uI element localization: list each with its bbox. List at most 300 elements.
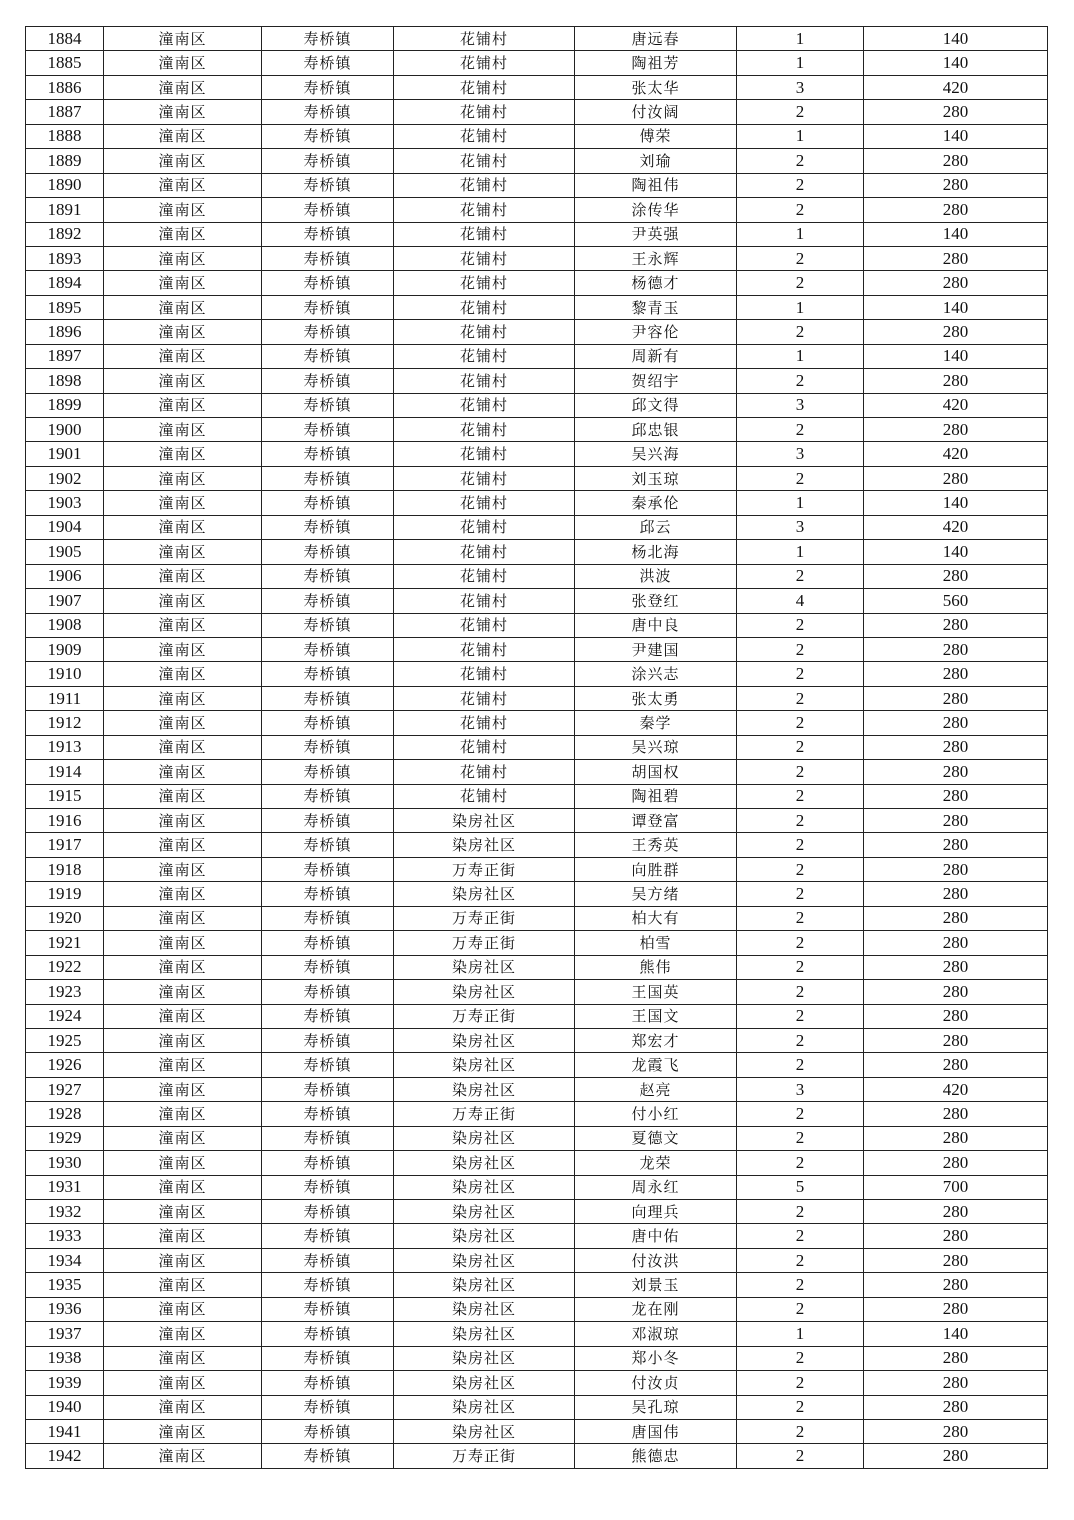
district-cell: 潼南区 [104,711,262,735]
town-cell: 寿桥镇 [262,613,394,637]
table-row [26,784,1048,808]
district-cell: 潼南区 [104,51,262,75]
village-cell: 染房社区 [394,1077,575,1101]
name-cell: 吴孔琼 [575,1395,737,1419]
village-cell: 花铺村 [394,369,575,393]
name-cell: 向理兵 [575,1200,737,1224]
row-number-cell: 1932 [26,1200,104,1224]
household-count-cell: 2 [737,809,864,833]
name-cell: 尹英强 [575,222,737,246]
town-cell: 寿桥镇 [262,882,394,906]
table-row [26,173,1048,197]
amount-cell: 280 [864,662,1048,686]
household-count-cell: 2 [737,246,864,270]
village-cell: 花铺村 [394,100,575,124]
village-cell: 花铺村 [394,760,575,784]
district-cell: 潼南区 [104,857,262,881]
town-cell: 寿桥镇 [262,418,394,442]
amount-cell: 140 [864,1322,1048,1346]
district-cell: 潼南区 [104,198,262,222]
household-count-cell: 1 [737,344,864,368]
name-cell: 王永辉 [575,246,737,270]
row-number-cell: 1900 [26,418,104,442]
name-cell: 周永红 [575,1175,737,1199]
household-count-cell: 2 [737,637,864,661]
data-table [25,26,1048,1469]
row-number-cell: 1931 [26,1175,104,1199]
name-cell: 郑小冬 [575,1346,737,1370]
village-cell: 花铺村 [394,564,575,588]
district-cell: 潼南区 [104,173,262,197]
village-cell: 万寿正街 [394,1102,575,1126]
household-count-cell: 2 [737,320,864,344]
table-row [26,589,1048,613]
table-row [26,1419,1048,1443]
table-row [26,540,1048,564]
amount-cell: 280 [864,637,1048,661]
village-cell: 染房社区 [394,1395,575,1419]
district-cell: 潼南区 [104,491,262,515]
village-cell: 花铺村 [394,124,575,148]
row-number-cell: 1919 [26,882,104,906]
name-cell: 涂传华 [575,198,737,222]
village-cell: 染房社区 [394,1126,575,1150]
district-cell: 潼南区 [104,809,262,833]
row-number-cell: 1927 [26,1077,104,1101]
town-cell: 寿桥镇 [262,295,394,319]
district-cell: 潼南区 [104,466,262,490]
town-cell: 寿桥镇 [262,173,394,197]
table-row [26,442,1048,466]
row-number-cell: 1939 [26,1371,104,1395]
district-cell: 潼南区 [104,1126,262,1150]
name-cell: 邱文得 [575,393,737,417]
household-count-cell: 1 [737,222,864,246]
household-count-cell: 2 [737,735,864,759]
name-cell: 张太勇 [575,686,737,710]
town-cell: 寿桥镇 [262,906,394,930]
town-cell: 寿桥镇 [262,857,394,881]
name-cell: 龙在刚 [575,1297,737,1321]
town-cell: 寿桥镇 [262,124,394,148]
district-cell: 潼南区 [104,735,262,759]
household-count-cell: 1 [737,51,864,75]
village-cell: 花铺村 [394,295,575,319]
household-count-cell: 2 [737,149,864,173]
name-cell: 涂兴志 [575,662,737,686]
row-number-cell: 1923 [26,980,104,1004]
amount-cell: 280 [864,955,1048,979]
district-cell: 潼南区 [104,1224,262,1248]
town-cell: 寿桥镇 [262,1028,394,1052]
amount-cell: 280 [864,198,1048,222]
district-cell: 潼南区 [104,637,262,661]
household-count-cell: 2 [737,1444,864,1468]
table-row [26,637,1048,661]
town-cell: 寿桥镇 [262,711,394,735]
district-cell: 潼南区 [104,344,262,368]
town-cell: 寿桥镇 [262,1175,394,1199]
household-count-cell: 2 [737,882,864,906]
village-cell: 花铺村 [394,589,575,613]
town-cell: 寿桥镇 [262,1224,394,1248]
village-cell: 花铺村 [394,149,575,173]
table-row [26,149,1048,173]
name-cell: 唐远春 [575,27,737,51]
household-count-cell: 2 [737,613,864,637]
household-count-cell: 2 [737,980,864,1004]
village-cell: 染房社区 [394,1028,575,1052]
village-cell: 花铺村 [394,784,575,808]
district-cell: 潼南区 [104,124,262,148]
town-cell: 寿桥镇 [262,1151,394,1175]
name-cell: 王秀英 [575,833,737,857]
district-cell: 潼南区 [104,1322,262,1346]
name-cell: 谭登富 [575,809,737,833]
table-row [26,1126,1048,1150]
amount-cell: 280 [864,100,1048,124]
village-cell: 染房社区 [394,980,575,1004]
district-cell: 潼南区 [104,1077,262,1101]
town-cell: 寿桥镇 [262,686,394,710]
household-count-cell: 2 [737,1200,864,1224]
village-cell: 染房社区 [394,1151,575,1175]
amount-cell: 280 [864,320,1048,344]
district-cell: 潼南区 [104,760,262,784]
town-cell: 寿桥镇 [262,491,394,515]
name-cell: 吴兴海 [575,442,737,466]
household-count-cell: 2 [737,1419,864,1443]
village-cell: 花铺村 [394,540,575,564]
name-cell: 尹建国 [575,637,737,661]
household-count-cell: 2 [737,1248,864,1272]
row-number-cell: 1907 [26,589,104,613]
village-cell: 染房社区 [394,955,575,979]
district-cell: 潼南区 [104,418,262,442]
household-count-cell: 2 [737,100,864,124]
table-row [26,295,1048,319]
amount-cell: 280 [864,735,1048,759]
village-cell: 染房社区 [394,1175,575,1199]
amount-cell: 280 [864,906,1048,930]
village-cell: 花铺村 [394,320,575,344]
household-count-cell: 2 [737,857,864,881]
town-cell: 寿桥镇 [262,442,394,466]
household-count-cell: 2 [737,1395,864,1419]
district-cell: 潼南区 [104,1297,262,1321]
table-row [26,393,1048,417]
name-cell: 邓淑琼 [575,1322,737,1346]
row-number-cell: 1890 [26,173,104,197]
household-count-cell: 2 [737,931,864,955]
household-count-cell: 2 [737,711,864,735]
household-count-cell: 2 [737,1102,864,1126]
town-cell: 寿桥镇 [262,1297,394,1321]
district-cell: 潼南区 [104,442,262,466]
table-row [26,613,1048,637]
district-cell: 潼南区 [104,613,262,637]
village-cell: 花铺村 [394,222,575,246]
household-count-cell: 2 [737,1053,864,1077]
row-number-cell: 1922 [26,955,104,979]
row-number-cell: 1929 [26,1126,104,1150]
town-cell: 寿桥镇 [262,466,394,490]
household-count-cell: 2 [737,833,864,857]
amount-cell: 420 [864,515,1048,539]
household-count-cell: 2 [737,662,864,686]
district-cell: 潼南区 [104,1175,262,1199]
town-cell: 寿桥镇 [262,589,394,613]
name-cell: 杨德才 [575,271,737,295]
table-row [26,344,1048,368]
town-cell: 寿桥镇 [262,1395,394,1419]
town-cell: 寿桥镇 [262,369,394,393]
row-number-cell: 1930 [26,1151,104,1175]
household-count-cell: 1 [737,295,864,319]
town-cell: 寿桥镇 [262,760,394,784]
name-cell: 付小红 [575,1102,737,1126]
table-row [26,222,1048,246]
district-cell: 潼南区 [104,784,262,808]
amount-cell: 280 [864,784,1048,808]
name-cell: 付汝贞 [575,1371,737,1395]
town-cell: 寿桥镇 [262,1346,394,1370]
amount-cell: 280 [864,1151,1048,1175]
name-cell: 夏德文 [575,1126,737,1150]
household-count-cell: 2 [737,906,864,930]
amount-cell: 280 [864,931,1048,955]
name-cell: 王国文 [575,1004,737,1028]
village-cell: 花铺村 [394,662,575,686]
household-count-cell: 2 [737,173,864,197]
row-number-cell: 1915 [26,784,104,808]
table-row [26,100,1048,124]
district-cell: 潼南区 [104,662,262,686]
district-cell: 潼南区 [104,1028,262,1052]
table-row [26,711,1048,735]
district-cell: 潼南区 [104,295,262,319]
household-count-cell: 2 [737,1297,864,1321]
name-cell: 刘景玉 [575,1273,737,1297]
row-number-cell: 1893 [26,246,104,270]
village-cell: 花铺村 [394,637,575,661]
table-row [26,760,1048,784]
row-number-cell: 1925 [26,1028,104,1052]
amount-cell: 280 [864,418,1048,442]
row-number-cell: 1908 [26,613,104,637]
amount-cell: 140 [864,222,1048,246]
town-cell: 寿桥镇 [262,735,394,759]
household-count-cell: 4 [737,589,864,613]
amount-cell: 280 [864,1419,1048,1443]
row-number-cell: 1903 [26,491,104,515]
town-cell: 寿桥镇 [262,515,394,539]
town-cell: 寿桥镇 [262,1102,394,1126]
village-cell: 染房社区 [394,882,575,906]
row-number-cell: 1926 [26,1053,104,1077]
name-cell: 黎青玉 [575,295,737,319]
village-cell: 万寿正街 [394,857,575,881]
amount-cell: 280 [864,686,1048,710]
town-cell: 寿桥镇 [262,540,394,564]
table-row [26,735,1048,759]
row-number-cell: 1941 [26,1419,104,1443]
table-row [26,906,1048,930]
row-number-cell: 1914 [26,760,104,784]
amount-cell: 140 [864,491,1048,515]
amount-cell: 280 [864,980,1048,1004]
household-count-cell: 2 [737,955,864,979]
village-cell: 花铺村 [394,27,575,51]
table-row [26,809,1048,833]
village-cell: 染房社区 [394,1297,575,1321]
district-cell: 潼南区 [104,1102,262,1126]
name-cell: 周新有 [575,344,737,368]
row-number-cell: 1902 [26,466,104,490]
table-row [26,1395,1048,1419]
row-number-cell: 1935 [26,1273,104,1297]
town-cell: 寿桥镇 [262,1371,394,1395]
amount-cell: 280 [864,1395,1048,1419]
row-number-cell: 1904 [26,515,104,539]
town-cell: 寿桥镇 [262,1077,394,1101]
household-count-cell: 2 [737,271,864,295]
village-cell: 花铺村 [394,686,575,710]
name-cell: 唐中良 [575,613,737,637]
village-cell: 花铺村 [394,393,575,417]
village-cell: 染房社区 [394,1346,575,1370]
name-cell: 吴兴琼 [575,735,737,759]
amount-cell: 280 [864,1444,1048,1468]
name-cell: 吴方绪 [575,882,737,906]
town-cell: 寿桥镇 [262,833,394,857]
table-row [26,466,1048,490]
household-count-cell: 2 [737,760,864,784]
table-row [26,198,1048,222]
household-count-cell: 2 [737,1126,864,1150]
row-number-cell: 1899 [26,393,104,417]
row-number-cell: 1884 [26,27,104,51]
amount-cell: 280 [864,613,1048,637]
household-count-cell: 3 [737,442,864,466]
town-cell: 寿桥镇 [262,784,394,808]
district-cell: 潼南区 [104,222,262,246]
town-cell: 寿桥镇 [262,637,394,661]
district-cell: 潼南区 [104,540,262,564]
row-number-cell: 1916 [26,809,104,833]
town-cell: 寿桥镇 [262,1126,394,1150]
amount-cell: 140 [864,295,1048,319]
household-count-cell: 2 [737,418,864,442]
table-row [26,418,1048,442]
table-row [26,931,1048,955]
district-cell: 潼南区 [104,369,262,393]
row-number-cell: 1905 [26,540,104,564]
district-cell: 潼南区 [104,833,262,857]
amount-cell: 280 [864,809,1048,833]
row-number-cell: 1885 [26,51,104,75]
household-count-cell: 2 [737,198,864,222]
amount-cell: 140 [864,344,1048,368]
row-number-cell: 1918 [26,857,104,881]
household-count-cell: 2 [737,784,864,808]
row-number-cell: 1934 [26,1248,104,1272]
district-cell: 潼南区 [104,1395,262,1419]
name-cell: 向胜群 [575,857,737,881]
village-cell: 染房社区 [394,1322,575,1346]
district-cell: 潼南区 [104,1200,262,1224]
household-count-cell: 2 [737,686,864,710]
district-cell: 潼南区 [104,27,262,51]
town-cell: 寿桥镇 [262,100,394,124]
amount-cell: 280 [864,1126,1048,1150]
household-count-cell: 1 [737,124,864,148]
town-cell: 寿桥镇 [262,344,394,368]
row-number-cell: 1909 [26,637,104,661]
household-count-cell: 3 [737,393,864,417]
row-number-cell: 1894 [26,271,104,295]
amount-cell: 140 [864,51,1048,75]
household-count-cell: 2 [737,1371,864,1395]
name-cell: 龙霞飞 [575,1053,737,1077]
name-cell: 赵亮 [575,1077,737,1101]
town-cell: 寿桥镇 [262,1273,394,1297]
row-number-cell: 1901 [26,442,104,466]
table-row [26,857,1048,881]
village-cell: 染房社区 [394,1224,575,1248]
name-cell: 胡国权 [575,760,737,784]
town-cell: 寿桥镇 [262,1200,394,1224]
district-cell: 潼南区 [104,271,262,295]
town-cell: 寿桥镇 [262,809,394,833]
table-row [26,1175,1048,1199]
village-cell: 花铺村 [394,271,575,295]
amount-cell: 280 [864,857,1048,881]
row-number-cell: 1936 [26,1297,104,1321]
village-cell: 花铺村 [394,198,575,222]
village-cell: 花铺村 [394,491,575,515]
town-cell: 寿桥镇 [262,1248,394,1272]
name-cell: 刘玉琼 [575,466,737,490]
table-row [26,320,1048,344]
table-row [26,1273,1048,1297]
village-cell: 染房社区 [394,833,575,857]
household-count-cell: 2 [737,466,864,490]
amount-cell: 280 [864,369,1048,393]
village-cell: 花铺村 [394,51,575,75]
table-row [26,1151,1048,1175]
town-cell: 寿桥镇 [262,27,394,51]
town-cell: 寿桥镇 [262,222,394,246]
household-count-cell: 1 [737,540,864,564]
district-cell: 潼南区 [104,1053,262,1077]
name-cell: 柏大有 [575,906,737,930]
district-cell: 潼南区 [104,393,262,417]
household-count-cell: 1 [737,1322,864,1346]
town-cell: 寿桥镇 [262,246,394,270]
name-cell: 刘瑜 [575,149,737,173]
district-cell: 潼南区 [104,564,262,588]
district-cell: 潼南区 [104,515,262,539]
district-cell: 潼南区 [104,149,262,173]
name-cell: 洪波 [575,564,737,588]
table-row [26,1297,1048,1321]
town-cell: 寿桥镇 [262,662,394,686]
amount-cell: 280 [864,1224,1048,1248]
name-cell: 傅荣 [575,124,737,148]
amount-cell: 280 [864,149,1048,173]
amount-cell: 280 [864,173,1048,197]
